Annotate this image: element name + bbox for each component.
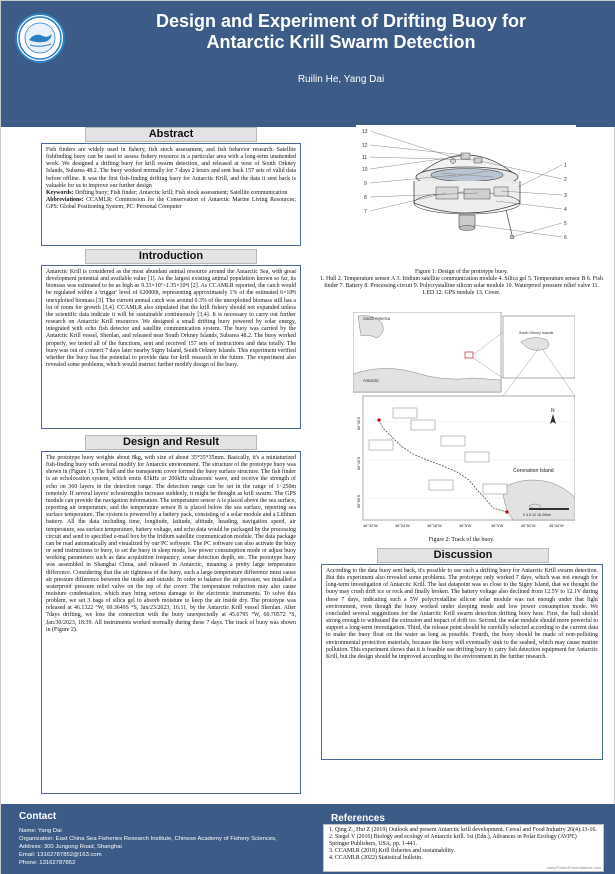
abstract-body [46,147,296,211]
reference-item: 3. CCAMLR (2018) Krill fisheries and sustainability. [329,848,455,854]
buoy-diagram-svg [356,125,576,263]
contact-email[interactable]: Email: 13162787852@163.com [19,852,102,859]
figure1-caption-title: Figure 1: Design of the prototype buoy. [414,269,509,275]
fig1-label: 8 [364,195,367,201]
contact-address: Address: 300 Jungong Road, Shanghai [19,844,122,851]
poster-title-line1: Design and Experiment of Drifting Buoy for [155,11,527,31]
fig1-label: 3 [564,193,567,199]
fig1-label: 2 [564,177,567,183]
lat-label: 60°30'S [357,416,361,430]
institute-logo-icon [15,13,65,63]
contact-name: Name: Yang Dai [19,828,62,834]
contact-phone: Phone: 13162787852 [19,860,76,867]
fig1-label: 4 [564,207,567,213]
figure1-diagram [356,125,576,263]
lon-label: 46°32'W [363,523,378,528]
figure2-map [353,312,575,529]
abstract-heading: Abstract [85,127,257,142]
poster-title [81,11,601,53]
reference-item: 2. Siegel V (2016) Biology and ecology of Antarctic krill. 1st (Edn.), Advances in Polar Ecology (AVPE) Springer Publishers, USA, pp. 1-441. [329,834,577,847]
map-label-south-orkney: South Orkney Islands [519,331,554,335]
abstract-text: Fish finders are widely used in fishery, fish stock assessment, and fish behavior research. Satellite fishfinding buoy can be used to assess fishery resource in a particular area with a long-term unattended work. We designed a drifting buoy for krill swarm detection, and released at west of South Orkney Islands, Subarea 48.2. The buoy worked normally for 7 days 2 hours and sent back 157 sets of valid data before offline. It was the first fish-finding drifting buoy for Antarctic Krill, and the data it sent back is valuable for us to improve our further design [46,147,296,189]
fig1-label: 11 [362,155,368,161]
keywords-label: Keywords: [46,189,74,196]
header-banner [1,1,615,127]
abbreviations-text: CCAMLR: Commission for the Conservation of Antarctic Marine Living Resources; GPS: Global Positioning System; PC: Personal Computer [46,197,296,211]
lon-label: 46°16'W [427,523,442,528]
discussion-heading: Discussion [377,548,549,563]
introduction-box [41,265,301,429]
lon-label: 46°8'W [459,523,472,528]
reference-item: 1. Qing Z., Hui Z (2019) Outlook and present Antarctic krill development. Cereal and Food Industry 26(4):13-16. [329,827,597,833]
map-label-antarctic: Antarctic [363,378,380,383]
design-body: The prototype buoy weights about 8kg, with size of about 35*35*35mm. Basically, it's a miniaturized fish-finding buoy with several modify for Antarctic environment. The structure of the prototype buoy was shown in (Figure 1). The hull and the transparent cover formed the buoy surface structure. The fish finder is an echolocation system, which emits 83kHz or 200kHz ultrasonic wave, and receive the strength of echo on 360 layers in the detection range. The detection range can be set in the range of 1~250m remotely. If several layers' echostrengths increase suddenly, it might be thought as krill swarm. The GPS module can provide the navigation information. The temperature sensor A is placed above the sea surface, reporting air temperature, and the temperature sensor B is placed below the sea surface, reporting sea surface temperature. The system is powered by a battery pack, consisting of a solar module and a Lithium battery. All the data including time, longitude, latitude, altitude, heading, navigation speed, air temperature, sea surface temperature, battery voltage, and echo data would be packaged by the processing circuit and send to specified e-mail box by the Iridium satellite communication module. The data package can be read automatically and visualized by our PC software. The PC software can also activate the buoy or send instructions to buoy, to set the buoy in sleep mode, low power consumption mode or adjust buoy working parameters such as data acquisition frequency, sonar detection depth, etc. The prototype buoy was assembled in Shanghai China, and released in Antarctic, meaning a pretty large temperature difference. Considering that the air tightness of the buoy, such a large temperature difference must cause air pressure difference between the inside and outside. In order to balance the air pressure, we installed a waterproof pressure relief valve on the top of the cover. The temperature reduction may also cause moisture condensation, which may bring serious damage to the electronic instruments. To solve this problem, we set 3 bags of silica gel to absorb moisture to keep the air inside dry. The prototype was released at 46.1322 °W, 60.3649S °S, Jan/23/2023, 16:11, by the Antarctic Krill vessel Shenlan. After 7days drifting, we lose the connection with the buoy unexpectedly at 45.6795 °W, 60.70572 °S, Jan/30/2023, 18:39. All instruments worked normally during these 7 days. The track of buoy was shown in (Figure 2). [46,455,296,633]
track-map-svg [353,312,575,529]
fig1-label: 5 [564,221,567,227]
discussion-body: According to the data buoy sent back, it's possible to use such a drifting buoy for Antarctic Krill swarm detection. But this experiment also revealed some problems. The prototype only worked 7 days, which was not enough for long-term investigation of Antarctic Krill. The last datapoint was so close to the Signy Island, that we thought the buoy may crush drift ice or rock and finally broken. The battery voltage also declined from 12.5V to 12.1V during these 7 days, indicating such a 5W polycrystalline silicon solar module was not enough under that light environment, even though the buoy worked under sleeping mode and low power consumption mode. We concluded several suggestions for the Antarctic Krill swarm detection drifting buoy here. First, the hull should strong enough to withstand the extrusion and impact of drift ice. Second, the solar module should more powerful to support a long-term investigation. Third, the release point should be carefully selected according to the current data to make the buoy float on the water as long as possible. Fourth, the buoy should be made of non-polluting environmental protection materials, because the buoy will eventually sink to the seabed, which may cause marine pollution. This experiment shows that it is feasible use drifting buoy to carry fish detection equipment for Antarctic Krill, but the design should be improved according to the environment in the further research. [326,568,598,660]
abbreviations-label: Abbreviations: [46,197,84,204]
introduction-body: Antarctic Krill is considered as the most abundant animal resource around the Antarctic Sea, with great development potential and available value [1]. As the largest existing animal population known so far, its biomass was estimated to be as high as 9.33×10⁷~1.35×10⁸t [2]. As CCAMLR reported, the catch would be regulated within a 'trigger' level of 620000t, representing approximately 1% of the estimated 6×10⁸t unexploited biomass [3]. The current annual catch was around 0.3% of the unexploited biomass still has a lot of room for growth [3,4]. CCAMLR also stipulated that the krill fishery should not expanded unless the scientific data indicate it will be sustainable continuously [3,4]. It is necessary to carry out further research on Antarctic Krill resources. We designed a small drifting buoy powered by solar energy, integrated with echo fish detector and satellite communication system. The buoy was carried by the Antarctic Krill vessel, Shenlan, and released near South Orkney Islands, Subarea 48.2. The buoy worked properly, we tested all of the functions, sent and received 157 sets of instructions and data totally. The buoy was out of connect 7 days later nearby Signy Island, South Orkney Islands. This experiment verified whether the buoy has the potential to provide data for krill research in the future. The experiment also revealed some problems, which would instruct further modify design of the buoy. [46,269,296,369]
lat-label: 60°40'S [357,456,361,470]
figure1-caption [319,269,604,297]
contact-heading: Contact [19,811,57,822]
scale-bar-label: 0 4 8 12 16 20km [523,513,551,517]
lon-label: 45°44'W [549,523,564,528]
fig1-label: 10 [362,167,368,173]
map-label-south-america: South America [363,316,391,321]
references-heading: References [331,813,385,824]
abstract-box [41,143,301,246]
poster-title-line2: Antarctic Krill Swarm Detection [206,32,476,52]
map-label-coronation: Coronation Island [513,468,554,474]
fig1-label: 12 [362,143,368,149]
fig1-label: 7 [364,209,367,215]
contact-details [19,827,319,867]
watermark-text: www.PosterPresentations.com [546,865,601,870]
lon-label: 46°0'W [491,523,504,528]
reference-item: 4. CCAMLR (2022) Statistical bulletin. [329,855,423,861]
fig1-label: 6 [564,235,567,241]
discussion-box [321,564,603,760]
figure1-caption-legend: 1. Hull 2. Temperature sensor A 3. Iridium satellite communication module 4. Silica gel 5. Temperature sensor B 6. Fish finder 7. Battery 8. Processing circuit 9. Polycrystalline silicon solar module 10. Waterproof pressure relief valve 11. LED 12. GPS module 13. Cover. [320,276,603,297]
keywords-text: Drifting buoy; Fish finder; Antarctic krill; Fish stock assessment; Satellite communication [73,189,288,196]
introduction-heading: Introduction [85,249,257,264]
poster-authors: Ruilin He, Yang Dai [297,74,385,85]
north-arrow-label: N [551,408,555,414]
lon-label: 46°24'W [395,523,410,528]
lon-label: 45°52'W [521,523,536,528]
fig1-label: 9 [364,181,367,187]
design-box [41,451,301,794]
fig1-label: 1 [564,163,567,169]
contact-organization: Organization: East China Sea Fisheries Research Institute, Chinese Academy of Fishery Sciences, [19,836,277,843]
abstract-abbreviations [46,197,296,211]
lat-label: 60°50'S [357,494,361,508]
fig1-label: 13 [362,129,368,135]
figure2-caption: Figure 2: Track of the buoy. [428,537,495,543]
design-heading: Design and Result [85,435,257,450]
